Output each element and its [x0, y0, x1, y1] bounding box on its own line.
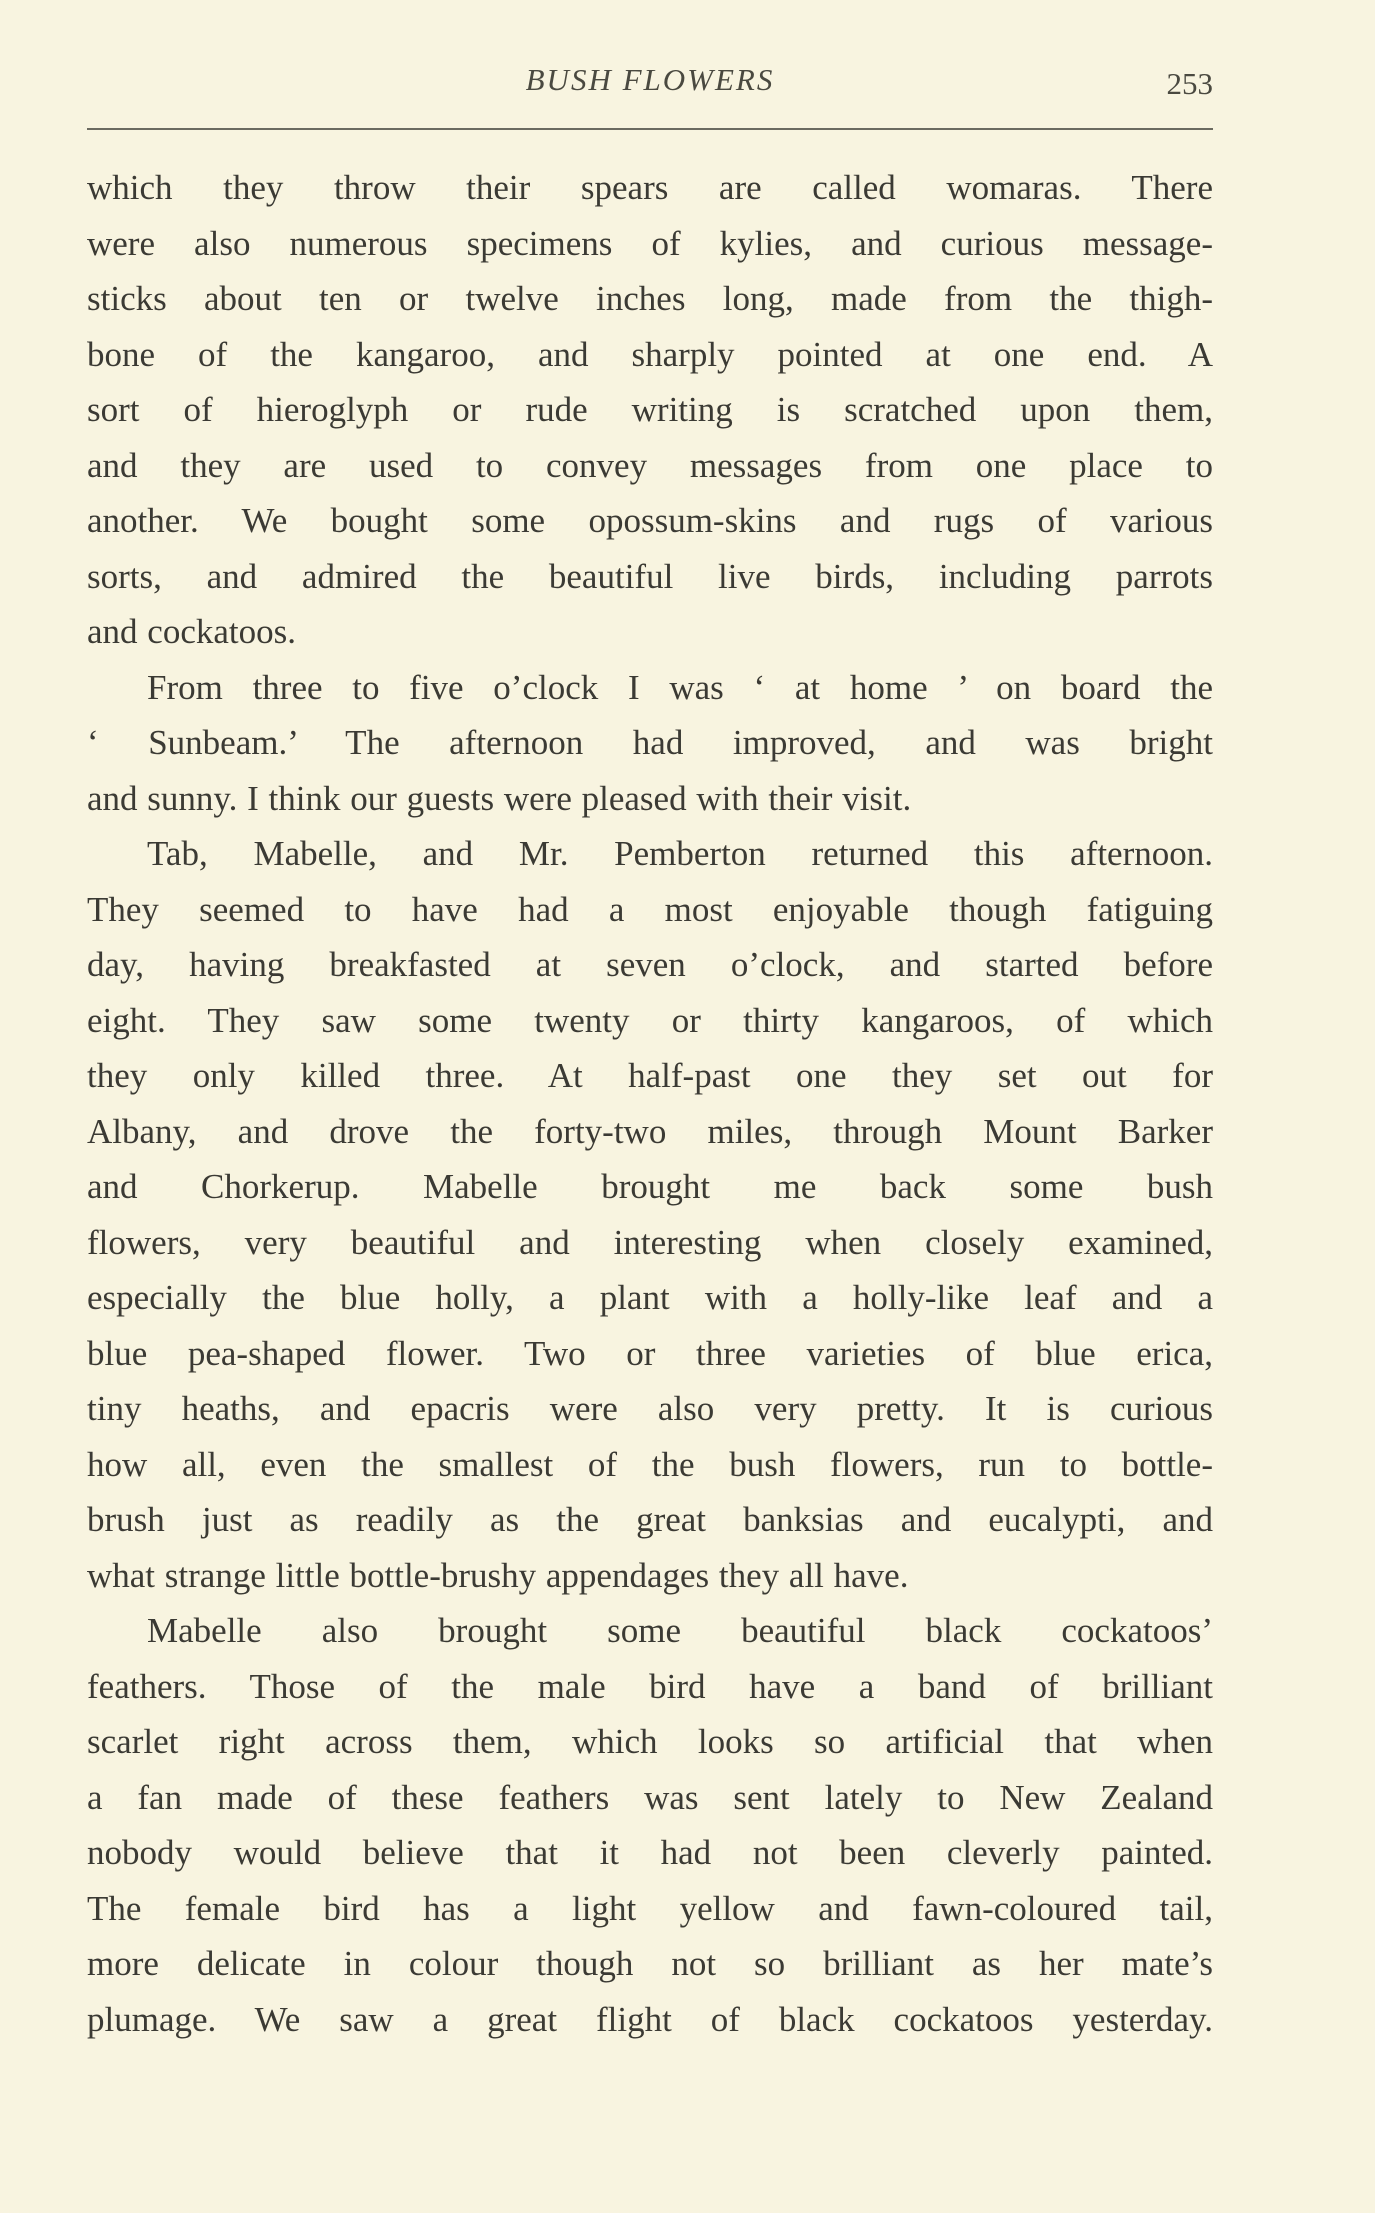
text-line: tiny heaths, and epacris were also very pretty. It is curious — [87, 1389, 1213, 1428]
page-number: 253 — [1166, 66, 1213, 101]
text-line: and they are used to convey messages from one place to — [87, 445, 1213, 485]
text-line: and sunny. I think our guests were pleased with their visit. — [87, 778, 912, 818]
header-rule — [87, 128, 1213, 130]
text-line: Albany, and drove the forty-two miles, through Mount Barker — [87, 1111, 1213, 1151]
text-line: scarlet right across them, which looks so artificial that when — [87, 1722, 1213, 1761]
text-line: nobody would believe that it had not been cleverly painted. — [87, 1833, 1213, 1872]
text-line: especially the blue holly, a plant with a holly-like leaf and a — [87, 1278, 1213, 1317]
text-line: The female bird has a light yellow and fawn-coloured tail, — [87, 1888, 1213, 1928]
text-line: another. We bought some opossum-skins and rugs of various — [87, 501, 1213, 540]
text-line: more delicate in colour though not so brilliant as her mate’s — [87, 1944, 1213, 1983]
text-line: sorts, and admired the beautiful live birds, including parrots — [87, 556, 1213, 596]
text-line: Mabelle also brought some beautiful black cockatoos’ — [147, 1611, 1213, 1650]
text-line: flowers, very beautiful and interesting when closely examined, — [87, 1222, 1213, 1262]
text-line: a fan made of these feathers was sent lately to New Zealand — [87, 1777, 1213, 1817]
text-line: they only killed three. At half-past one they set out for — [87, 1056, 1213, 1095]
running-head — [87, 62, 1213, 106]
text-line: feathers. Those of the male bird have a band of brilliant — [87, 1666, 1213, 1706]
text-line: sticks about ten or twelve inches long, made from the thigh- — [87, 279, 1213, 318]
text-line: which they throw their spears are called womaras. There — [87, 168, 1213, 207]
text-line: ‘ Sunbeam.’ The afternoon had improved, and was bright — [87, 723, 1213, 762]
text-line: blue pea-shaped flower. Two or three varieties of blue erica, — [87, 1333, 1213, 1373]
text-line: From three to five o’clock I was ‘ at home ’ on board the — [147, 667, 1213, 707]
text-line: sort of hieroglyph or rude writing is scratched upon them, — [87, 390, 1213, 429]
text-line: Tab, Mabelle, and Mr. Pemberton returned this afternoon. — [147, 834, 1213, 873]
text-line: eight. They saw some twenty or thirty kangaroos, of which — [87, 1000, 1213, 1040]
body-text — [87, 160, 1213, 2047]
text-line: and Chorkerup. Mabelle brought me back some bush — [87, 1167, 1213, 1206]
text-line: bone of the kangaroo, and sharply pointed at one end. A — [87, 334, 1213, 374]
text-line: were also numerous specimens of kylies, and curious message- — [87, 223, 1213, 263]
text-line: plumage. We saw a great flight of black cockatoos yesterday. — [87, 1999, 1213, 2039]
text-line: brush just as readily as the great banksias and eucalypti, and — [87, 1500, 1213, 1539]
text-line: and cockatoos. — [87, 612, 296, 651]
running-head-title: BUSH FLOWERS — [525, 62, 775, 97]
text-line: They seemed to have had a most enjoyable though fatiguing — [87, 889, 1213, 929]
text-line: day, having breakfasted at seven o’clock, and started before — [87, 945, 1213, 984]
text-line: how all, even the smallest of the bush flowers, run to bottle- — [87, 1444, 1213, 1484]
text-line: what strange little bottle-brushy appendages they all have. — [87, 1555, 909, 1595]
